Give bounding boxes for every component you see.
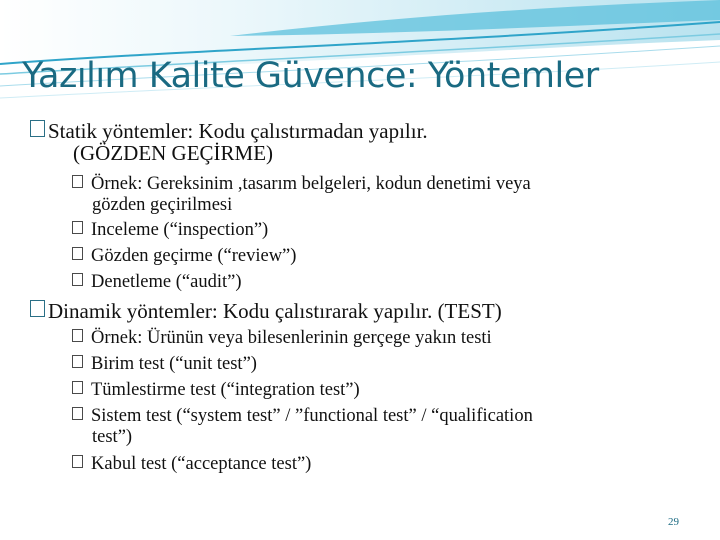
bullet-text: Kabul test (“acceptance test”): [91, 454, 312, 474]
square-bullet-icon: [72, 455, 83, 468]
bullet-text: Örnek: Gereksinim ,tasarım belgeleri, kodun denetimi veya: [91, 174, 531, 194]
page-number: 29: [668, 516, 679, 528]
bullet-text: Inceleme (“inspection”): [91, 220, 269, 240]
square-bullet-icon: [72, 355, 83, 368]
bullet-text-continuation: test”): [92, 427, 133, 447]
bullet-item: [72, 454, 311, 475]
square-bullet-icon: [72, 221, 83, 234]
bullet-text: Dinamik yöntemler: Kodu çalıstırarak yapılır. (TEST): [48, 299, 502, 323]
slide-title: Yazılım Kalite Güvence: Yöntemler: [22, 56, 599, 96]
bullet-text: Denetleme (“audit”): [91, 272, 242, 292]
square-bullet-icon: [72, 175, 83, 188]
bullet-item: [72, 380, 360, 401]
bullet-text-continuation: gözden geçirilmesi: [92, 195, 233, 215]
square-bullet-icon: [72, 247, 83, 260]
square-bullet-icon: [30, 300, 45, 317]
square-bullet-icon: [72, 329, 83, 342]
square-bullet-icon: [72, 407, 83, 420]
bullet-item: [72, 272, 241, 293]
bullet-item: [72, 220, 268, 241]
bullet-item: [72, 328, 492, 349]
bullet-item: [30, 120, 428, 164]
bullet-text: Tümlestirme test (“integration test”): [91, 380, 360, 400]
bullet-item: [72, 354, 257, 375]
bullet-item: [72, 406, 533, 448]
square-bullet-icon: [72, 273, 83, 286]
bullet-item: [30, 300, 502, 322]
bullet-text: Gözden geçirme (“review”): [91, 246, 297, 266]
square-bullet-icon: [30, 120, 45, 137]
bullet-text: Sistem test (“system test” / ”functional test” / “qualification: [91, 406, 533, 426]
bullet-item: [72, 174, 531, 216]
bullet-text: Örnek: Ürünün veya bilesenlerinin gerçege yakın testi: [91, 328, 492, 348]
bullet-text: Statik yöntemler: Kodu çalıstırmadan yapılır.: [48, 119, 428, 143]
square-bullet-icon: [72, 381, 83, 394]
bullet-text: Birim test (“unit test”): [91, 354, 257, 374]
bullet-text-continuation: (GÖZDEN GEÇİRME): [73, 141, 274, 165]
bullet-item: [72, 246, 296, 267]
